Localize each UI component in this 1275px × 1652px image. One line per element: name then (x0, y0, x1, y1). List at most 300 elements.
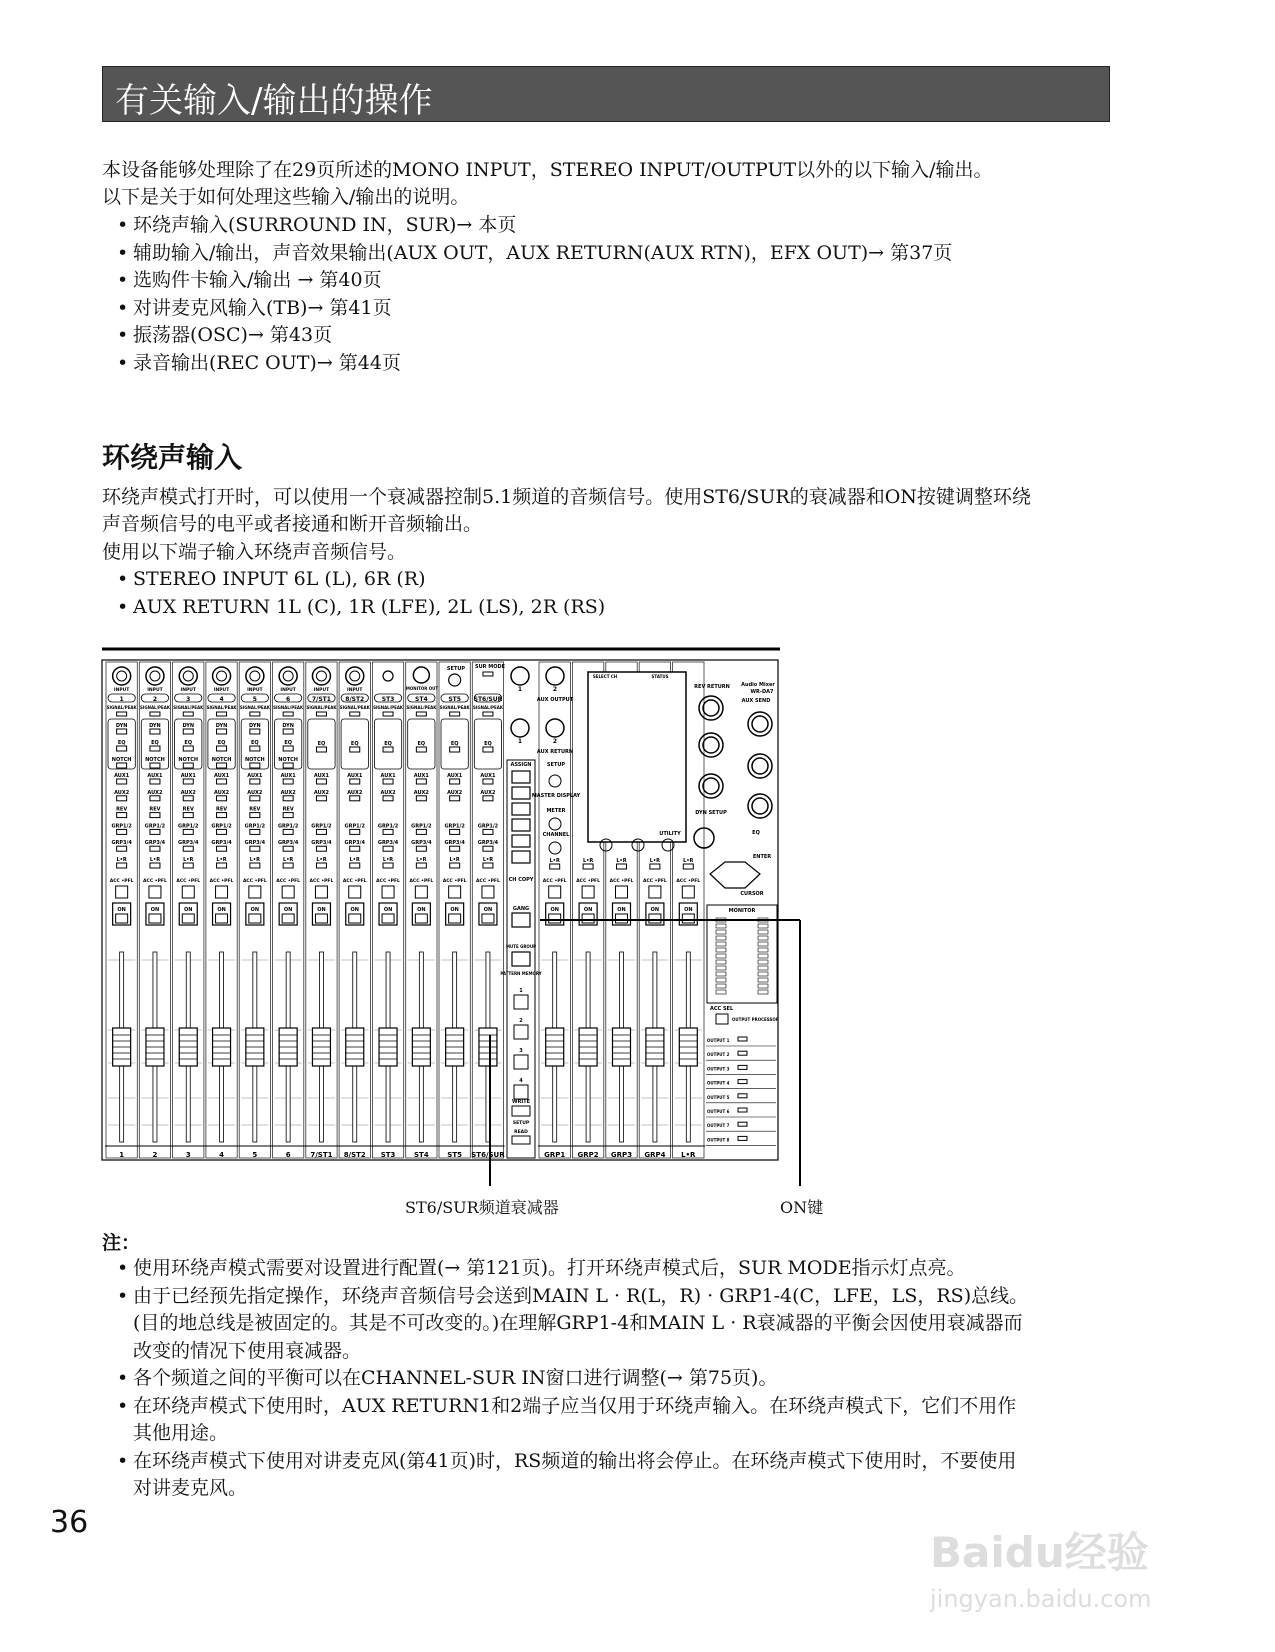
assign-led (483, 796, 493, 801)
aux-knob (546, 719, 564, 737)
acc-pfl-button (116, 886, 128, 898)
meter-segment (758, 942, 768, 946)
output-led (738, 1080, 747, 1084)
watermark-logo: Baidu经验 (930, 1528, 1149, 1577)
signal-led (283, 712, 293, 716)
assign-label: GRP3/4 (111, 840, 132, 847)
acc-pfl-label: ACC •PFL (609, 879, 634, 884)
fader-channel-number: GRP4 (644, 1151, 666, 1159)
fader-channel-number: L•R (681, 1151, 696, 1159)
meter-segment (758, 960, 768, 964)
center-control-label: CHANNEL (542, 832, 570, 838)
cursor-label: CURSOR (740, 891, 764, 897)
acc-pfl-label: ACC •PFL (376, 879, 400, 884)
button-label: EQ (184, 740, 193, 746)
center-control-knob (549, 818, 561, 830)
assign-label: GRP3/4 (344, 840, 365, 847)
signal-peak-label: SIGNAL/PEAK (206, 705, 237, 710)
output-label: OUTPUT 3 (707, 1066, 730, 1072)
assign-label: AUX2 (447, 789, 463, 796)
channel-number: 3 (186, 696, 191, 703)
input-gain-knob (346, 667, 364, 685)
assign-led (316, 779, 326, 784)
assign-label: AUX2 (247, 789, 263, 796)
assign-led (250, 796, 260, 801)
memory-button (514, 995, 528, 1009)
acc-pfl-label: ACC •PFL (542, 879, 567, 884)
button-label: DYN (282, 723, 294, 729)
knob-center (117, 671, 127, 681)
input-label: INPUT (313, 688, 330, 693)
page-title: 有关输入/输出的操作 (115, 81, 433, 121)
assign-button (512, 835, 530, 847)
assign-label: L•R (349, 857, 360, 863)
acc-pfl-label: ACC •PFL (242, 879, 267, 884)
assign-led (217, 796, 227, 801)
acc-pfl-label: ACC •PFL (143, 879, 167, 884)
on-label: ON (317, 907, 326, 913)
assign-led (183, 829, 193, 834)
on-key (349, 914, 361, 923)
fader-channel-number: 5 (252, 1151, 258, 1159)
on-label: ON (483, 907, 493, 913)
fader-channel-number: 2 (152, 1151, 158, 1159)
callout-on-label: ON键 (780, 1198, 824, 1217)
assign-led (416, 863, 426, 868)
intro-line: 本设备能够处理除了在29页所述的MONO INPUT，STEREO INPUT/OUTPUT以外的以下输入/输出。 (102, 159, 993, 181)
assign-led (150, 846, 160, 851)
output-led (738, 1136, 747, 1140)
output-led (738, 1094, 747, 1098)
assign-label: AUX1 (247, 773, 263, 779)
assign-led (450, 779, 460, 784)
dyn-setup-label: DYN SETUP (695, 810, 727, 816)
output-label: OUTPUT 7 (707, 1123, 730, 1129)
meter-segment (716, 942, 726, 946)
input-gain-knob (146, 667, 164, 685)
assign-label: L•R (582, 858, 594, 864)
assign-label: GRP3/4 (277, 840, 299, 847)
assign-label: L•R (416, 857, 427, 863)
acc-pfl-button (582, 886, 594, 898)
assign-label: GRP1/2 (178, 823, 199, 830)
meter-segment (716, 978, 726, 982)
signal-led (217, 712, 227, 716)
acc-pfl-button (149, 886, 161, 898)
assign-led (250, 779, 260, 784)
knob-center (283, 671, 293, 681)
assign-led (150, 796, 160, 801)
assign-led (117, 829, 127, 834)
lcd-display (588, 672, 686, 842)
aux-knob-number: 1 (517, 738, 523, 745)
signal-peak-label: SIGNAL/PEAK (439, 705, 470, 710)
meter-segment (758, 924, 768, 928)
center-control-knob (549, 842, 561, 854)
callout-fader-label: ST6/SUR频道衰减器 (405, 1198, 559, 1217)
acc-pfl-label: ACC •PFL (442, 879, 467, 884)
signal-peak-label: SIGNAL/PEAK (472, 705, 503, 710)
acc-pfl-label: ACC •PFL (276, 879, 301, 884)
channel-number: ST4 (415, 696, 428, 703)
enter-label: ENTER (752, 854, 772, 860)
assign-label: GRP1/2 (311, 823, 332, 830)
assign-label: REV (282, 806, 294, 813)
on-key (415, 914, 427, 923)
led-button (117, 729, 127, 734)
assign-label: AUX2 (347, 789, 363, 796)
meter-segment (716, 966, 726, 970)
assign-led (350, 796, 360, 801)
write-label: WRITE (511, 1099, 531, 1105)
assign-label: REV (215, 806, 228, 813)
on-label: ON (150, 907, 160, 913)
acc-pfl-button (315, 886, 327, 898)
aux-section-label: AUX RETURN (536, 749, 574, 755)
button-label: NOTCH (244, 757, 265, 763)
signal-led (350, 712, 360, 716)
acc-pfl-button (616, 886, 628, 898)
assign-led (383, 796, 393, 801)
assign-label: GRP1/2 (411, 823, 432, 830)
note-line: (目的地总线是被固定的。其是不可改变的。)在理解GRP1-4和MAIN L · R衰减器的平衡会因使用衰减器而 (133, 1312, 1023, 1334)
note-line: • 在环绕声模式下使用时，AUX RETURN1和2端子应当仅用于环绕声输入。在环绕声模式下，它们不用作 (133, 1393, 1016, 1421)
assign-label: AUX2 (380, 789, 396, 796)
assign-led (416, 779, 426, 784)
section-bullet: • STEREO INPUT 6L (L), 6R (R) (133, 566, 426, 594)
encoder-knob-inner (752, 716, 768, 732)
on-label: ON (184, 907, 193, 913)
select-ch-label: SELECT CH (592, 674, 618, 679)
fader-channel-number: GRP2 (577, 1151, 599, 1159)
intro-bullet: • 录音输出(REC OUT)→ 第44页 (133, 350, 401, 378)
button-label: EQ (484, 741, 492, 747)
note-line: 对讲麦克风。 (133, 1477, 248, 1499)
note-line: • 在环绕声模式下使用对讲麦克风(第41页)时，RS频道的输出将会停止。在环绕声模式下使用时，不要使用 (133, 1448, 1016, 1476)
assign-led (183, 813, 193, 818)
note-line: • 使用环绕声模式需要对设置进行配置(→ 第121页)。打开环绕声模式后，SUR MODE指示灯点亮。 (133, 1255, 966, 1283)
assign-label: GRP1/2 (277, 823, 299, 830)
button-label: EQ (350, 741, 359, 747)
assign-label: AUX1 (147, 773, 163, 779)
sur-mode-label: SUR MODE (474, 664, 506, 670)
on-label: ON (650, 907, 660, 913)
knob-center (217, 671, 227, 681)
button-label: NOTCH (145, 757, 165, 763)
fader-channel-number: 1 (119, 1151, 125, 1159)
input-label: INPUT (180, 688, 196, 693)
section-text: 使用以下端子输入环绕声音频信号。 (102, 541, 407, 563)
assign-led (383, 863, 393, 868)
assign-label: GRP1/2 (211, 823, 232, 830)
acc-pfl-label: ACC •PFL (476, 879, 500, 884)
signal-led (150, 712, 160, 716)
meter-segment (758, 930, 768, 934)
center-control-label: SETUP (546, 762, 566, 768)
on-label: ON (417, 907, 426, 913)
output-led (738, 1122, 747, 1126)
meter-segment (758, 972, 768, 976)
output-led (738, 1037, 747, 1041)
assign-label: GRP1/2 (111, 823, 132, 830)
button-label: DYN (215, 723, 228, 729)
channel-number: ST3 (381, 696, 395, 703)
assign-led (316, 846, 326, 851)
channel-number: 4 (219, 696, 224, 703)
signal-led (450, 712, 460, 716)
signal-peak-label: SIGNAL/PEAK (239, 705, 270, 710)
assign-led (583, 864, 593, 869)
assign-led (383, 779, 393, 784)
led-button (183, 763, 193, 768)
memory-button (514, 1055, 528, 1069)
led-button (217, 746, 227, 751)
on-key (582, 914, 594, 923)
assign-label: AUX1 (180, 773, 196, 779)
assign-led (450, 863, 460, 868)
assign-led (316, 796, 326, 801)
assign-led (483, 829, 493, 834)
notes-heading: 注： (102, 1232, 141, 1254)
assign-led (483, 846, 493, 851)
led-button (217, 729, 227, 734)
assign-led (316, 829, 326, 834)
led-button (183, 746, 193, 751)
monitor-out-knob (413, 667, 429, 683)
fader-channel-number: 8/ST2 (343, 1151, 366, 1159)
assign-led (150, 813, 160, 818)
acc-pfl-label: ACC •PFL (409, 879, 434, 884)
button-label: NOTCH (278, 757, 299, 763)
eq-label: EQ (752, 830, 760, 836)
assign-label: AUX1 (347, 773, 363, 779)
assign-label: AUX2 (480, 789, 496, 796)
assign-led (350, 863, 360, 868)
acc-pfl-label: ACC •PFL (676, 879, 701, 884)
assign-led (250, 863, 260, 868)
assign-label: L•R (183, 857, 194, 863)
output-led (738, 1051, 747, 1055)
led-button (283, 746, 293, 751)
on-key (249, 914, 261, 923)
on-label: ON (217, 907, 226, 913)
signal-led (250, 712, 260, 716)
section-bullet: • AUX RETURN 1L (C), 1R (LFE), 2L (LS), 2R (RS) (133, 594, 605, 622)
on-label: ON (383, 907, 393, 913)
assign-label: ASSIGN (510, 762, 532, 768)
on-label: ON (583, 907, 593, 913)
input-label: INPUT (113, 688, 130, 693)
acc-pfl-button (449, 886, 461, 898)
on-key (449, 914, 461, 923)
led-button (250, 763, 260, 768)
intro-bullet: • 辅助输入/输出，声音效果输出(AUX OUT，AUX RETURN(AUX RTN)，EFX OUT)→ 第37页 (133, 240, 952, 268)
led-button (283, 729, 293, 734)
assign-label: AUX2 (114, 789, 130, 796)
ch-copy-label: CH COPY (508, 877, 534, 883)
assign-button (512, 803, 530, 815)
assign-label: AUX1 (480, 773, 496, 779)
acc-pfl-label: ACC •PFL (209, 879, 234, 884)
assign-label: AUX2 (413, 789, 429, 796)
page-number: 36 (50, 1505, 89, 1540)
assign-button (512, 771, 530, 783)
output-label: OUTPUT 8 (707, 1137, 730, 1143)
acc-pfl-label: ACC •PFL (643, 879, 667, 884)
note-line: 其他用途。 (133, 1422, 229, 1444)
acc-pfl-label: ACC •PFL (309, 879, 334, 884)
acc-pfl-button (282, 886, 294, 898)
button-label: DYN (182, 723, 195, 729)
assign-label: GRP3/4 (444, 840, 465, 847)
intro-bullet: • 振荡器(OSC)→ 第43页 (133, 322, 332, 350)
memory-number: 2 (519, 1018, 523, 1024)
button-label: EQ (317, 741, 326, 747)
aux-knob (511, 667, 529, 685)
assign-label: AUX2 (213, 789, 230, 796)
signal-peak-label: SIGNAL/PEAK (139, 705, 170, 710)
write-button (512, 1106, 530, 1116)
led-button (183, 729, 193, 734)
assign-label: REV (249, 806, 261, 813)
setup-monitor-knob (449, 674, 461, 686)
assign-led (483, 863, 493, 868)
assign-led (450, 846, 460, 851)
output-label: OUTPUT 5 (707, 1094, 730, 1100)
assign-label: GRP1/2 (477, 823, 499, 830)
assign-label: L•R (149, 857, 161, 863)
channel-number: 1 (119, 696, 124, 703)
assign-label: GRP3/4 (244, 840, 266, 847)
on-key (282, 914, 294, 923)
assign-led (350, 779, 360, 784)
on-key (182, 914, 194, 923)
monitor-label: MONITOR (728, 908, 756, 914)
meter-segment (716, 936, 726, 940)
assign-led (150, 829, 160, 834)
pattern-memory-label: PATTERN MEMORY (500, 971, 542, 976)
assign-label: L•R (316, 857, 327, 863)
knob-center (250, 671, 260, 681)
assign-led (117, 813, 127, 818)
acc-pfl-button (549, 886, 561, 898)
button-label: EQ (151, 740, 159, 746)
assign-led (250, 846, 260, 851)
aux-knob (511, 719, 529, 737)
assign-led (350, 846, 360, 851)
channel-number: 2 (152, 696, 158, 703)
assign-led (117, 796, 127, 801)
input-gain-knob (113, 667, 131, 685)
model-label: WR-DA7 (750, 689, 774, 695)
input-gain-knob (279, 667, 297, 685)
assign-led (217, 846, 227, 851)
assign-label: REV (116, 806, 128, 813)
assign-led (117, 779, 127, 784)
input-gain-knob (213, 667, 231, 685)
fader-channel-number: 6 (285, 1151, 291, 1159)
input-label: INPUT (213, 688, 230, 693)
sur-mode-led (483, 672, 493, 676)
aux-knob-number: 1 (517, 686, 523, 693)
button-label: EQ (117, 740, 126, 746)
acc-pfl-button (382, 886, 394, 898)
acc-pfl-label: ACC •PFL (576, 879, 600, 884)
meter-segment (758, 954, 768, 958)
on-label: ON (283, 907, 293, 913)
knob-center (350, 671, 360, 681)
memory-number: 3 (519, 1048, 523, 1054)
button-label: EQ (284, 740, 292, 746)
acc-pfl-button (216, 886, 228, 898)
meter-segment (716, 948, 726, 952)
aux-section-label: AUX OUTPUT (536, 697, 574, 703)
section-heading: 环绕声输入 (102, 441, 243, 474)
on-label: ON (117, 907, 126, 913)
output-label: OUTPUT 2 (707, 1052, 730, 1058)
on-key (116, 914, 128, 923)
read-label: READ (514, 1130, 528, 1135)
center-control-knob (549, 775, 561, 787)
channel-number: ST6/SUR (473, 696, 503, 703)
memory-number: 1 (519, 988, 523, 994)
channel-number: 7/ST1 (311, 696, 331, 703)
led-button (250, 729, 260, 734)
assign-led (150, 779, 160, 784)
mute-group-label: MUTE GROUP (505, 944, 537, 949)
signal-peak-label: SIGNAL/PEAK (106, 705, 137, 710)
aux-send-label: AUX SEND (741, 698, 771, 704)
on-key (149, 914, 161, 923)
fader-channel-number: GRP1 (544, 1151, 566, 1159)
led-button (150, 729, 160, 734)
setup-label: SETUP (512, 1121, 530, 1126)
assign-led (416, 846, 426, 851)
on-key (682, 914, 694, 923)
assign-label: AUX2 (180, 789, 196, 796)
signal-peak-label: SIGNAL/PEAK (173, 705, 204, 710)
intro-line: 以下是关于如何处理这些输入/输出的说明。 (102, 186, 470, 208)
output-led (738, 1108, 747, 1112)
signal-led (483, 712, 493, 716)
encoder-knob-inner (752, 758, 768, 774)
signal-led (117, 712, 127, 716)
input-label: INPUT (147, 688, 163, 693)
fader-channel-number: ST5 (447, 1151, 462, 1159)
signal-led (416, 712, 426, 716)
meter-segment (716, 960, 726, 964)
fader-channel-number: 3 (185, 1151, 191, 1159)
meter-segment (758, 990, 768, 994)
input-label: INPUT (347, 688, 363, 693)
assign-label: AUX1 (447, 773, 463, 779)
assign-label: REV (182, 806, 194, 813)
assign-label: L•R (649, 858, 661, 864)
assign-label: AUX2 (280, 789, 296, 796)
acc-pfl-button (182, 886, 194, 898)
audio-mixer-label: Audio Mixer (741, 682, 775, 688)
led-button (150, 746, 160, 751)
knob-center (316, 671, 326, 681)
on-key (616, 914, 628, 923)
button-label: EQ (217, 740, 226, 746)
assign-led (650, 864, 660, 869)
assign-led (283, 863, 293, 868)
led-button (316, 747, 326, 752)
section-text: 声音频信号的电平或者接通和断开音频输出。 (102, 513, 483, 535)
fader-channel-number: ST6/SUR (471, 1151, 505, 1159)
assign-label: AUX1 (114, 773, 130, 779)
